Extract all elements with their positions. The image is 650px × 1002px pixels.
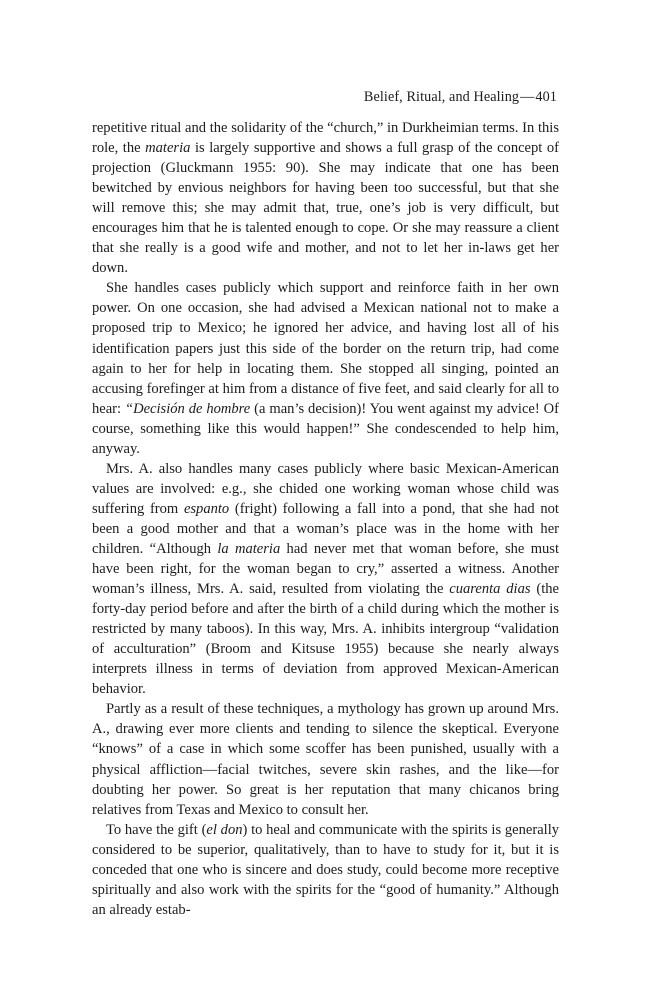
body-text bbox=[92, 118, 559, 920]
text-run: (fright) following a fall into a pond, that she had not been a good mother and that a woman’s place was in the home with her children. “Although bbox=[92, 500, 559, 557]
text-run: ) to heal and communicate with the spirits is generally considered to be superior, qualitatively, than to have to study for it, but it is conceded that one who is sincere and does study, could become more receptive spiritually and also work with the spirits for the “good of humanity.” Although an already estab- bbox=[92, 821, 560, 918]
paragraph bbox=[92, 278, 559, 458]
text-run: (a man’s decision)! You went against my advice! Of course, something like this would happen!” She condescended to help him, anyway. bbox=[92, 400, 559, 457]
page-number: 401 bbox=[535, 89, 557, 105]
text-run: Partly as a result of these techniques, a mythology has grown up around Mrs. A., drawing ever more clients and tending to silence the skeptical. Everyone “knows” of a case in which some scoffer has been punished, usually with a physical affliction—facial twitches, severe skin rashes, and the like—for doubting her power. So great is her reputation that many chicanos bring relatives from Texas and Mexico to consult her. bbox=[92, 701, 559, 818]
text-run: repetitive ritual and the solidarity of the “church,” in Durkheimian terms. In this role, the bbox=[92, 120, 559, 157]
italic-term: cuarenta dias bbox=[449, 581, 531, 598]
running-head-separator: — bbox=[520, 89, 535, 105]
running-head-title: Belief, Ritual, and Healing bbox=[363, 89, 520, 105]
text-run: She handles cases publicly which support and reinforce faith in her own power. On one occasion, she had advised a Mexican national not to make a proposed trip to Mexico; he ignored her advice, and having lost all of his identification papers just this side of the border on the return trip, had come again to her for help in locating them. She stopped all singing, pointed an accusing forefinger at him from a distance of five feet, and said clearly for all to hear: bbox=[92, 280, 559, 417]
paragraph bbox=[92, 699, 559, 819]
text-run: To have the gift ( bbox=[106, 821, 207, 838]
paragraph bbox=[92, 459, 559, 700]
italic-term: materia bbox=[145, 140, 191, 157]
paragraph bbox=[92, 820, 559, 920]
text-run: is largely supportive and shows a full grasp of the concept of projection (Gluckmann 1955: 90). She may indicate that one has been bewitched by envious neighbors for having been too successful, but that she will remove this; she may admit that, true, one’s job is very difficult, but encourages him that he is talented enough to cope. Or she may reassure a client that she really is a good wife and mother, and not to let her in-laws get her down. bbox=[92, 140, 559, 277]
text-run: (the forty-day period before and after the birth of a child during which the mother is restricted by many taboos). In this way, Mrs. A. inhibits intergroup “validation of acculturation” (Broom and Kitsuse 1955) because she nearly always interprets illness in terms of deviation from approved Mexican-American behavior. bbox=[92, 581, 559, 698]
italic-term: la materia bbox=[217, 540, 281, 557]
italic-term: el don bbox=[206, 821, 243, 838]
text-run: had never met that woman before, she must have been right, for the woman began to cry,” asserted a witness. Another woman’s illness, Mrs. A. said, resulted from violating the bbox=[92, 540, 559, 598]
paragraph bbox=[92, 118, 559, 278]
italic-term: espanto bbox=[183, 500, 230, 517]
text-run: Mrs. A. also handles many cases publicly where basic Mexican-American values are involved: e.g., she chided one working woman whose child was suffering from bbox=[92, 460, 559, 517]
italic-term: “Decisión de hombre bbox=[125, 400, 251, 417]
running-head bbox=[92, 88, 557, 106]
